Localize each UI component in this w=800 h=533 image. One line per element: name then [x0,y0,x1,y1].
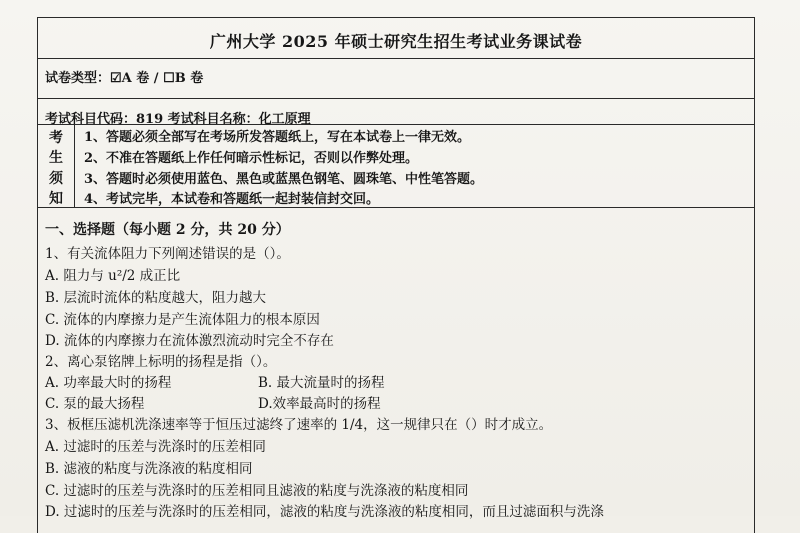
notice-label-column [38,125,75,207]
divider [38,98,754,99]
question-stem: 2、离心泵铭牌上标明的扬程是指（）。 [45,354,277,370]
notice-char: 考 [49,130,63,146]
option: C. 流体的内摩擦力是产生流体阻力的根本原因 [45,312,320,328]
notice-item: 1、答题必须全部写在考场所发答题纸上，写在本试卷上一律无效。 [84,130,471,145]
section-heading: 一、选择题（每小题 2 分，共 20 分） [45,222,290,238]
divider [38,58,754,59]
exam-title: 广州大学 2025 年硕士研究生招生考试业务课试卷 [209,32,583,51]
option: B. 层流时流体的粘度越大，阻力越大 [45,290,267,306]
question-stem: 3、板框压滤机洗涤速率等于恒压过滤终了速率的 1/4，这一规律只在（）时才成立。 [45,417,553,433]
divider [38,207,754,208]
option: B. 滤液的粘度与洗涤液的粘度相同 [45,461,253,477]
notice-char: 知 [49,191,63,207]
notice-item: 4、考试完毕，本试卷和答题纸一起封装信封交回。 [84,192,380,207]
option: D. 过滤时的压差与洗涤时的压差相同，滤液的粘度与洗涤液的粘度相同，而且过滤面积与洗涤 [45,504,604,520]
subject-line: 考试科目代码：819 考试科目名称：化工原理 [45,112,311,127]
notice-char: 须 [49,171,63,187]
option: C. 过滤时的压差与洗涤时的压差相同且滤液的粘度与洗涤液的粘度相同 [45,483,469,499]
option: A. 阻力与 u²/2 成正比 [45,268,181,284]
option: D.效率最高时的扬程 [258,396,381,412]
notice-item: 3、答题时必须使用蓝色、黑色或蓝黑色钢笔、圆珠笔、中性笔答题。 [84,172,484,187]
option: D. 流体的内摩擦力在流体激烈流动时完全不存在 [45,333,334,349]
question-stem: 1、有关流体阻力下列阐述错误的是（）。 [45,246,290,262]
notice-item: 2、不准在答题纸上作任何暗示性标记，否则以作弊处理。 [84,151,419,166]
option: A. 过滤时的压差与洗涤时的压差相同 [45,439,266,455]
option: C. 泵的最大扬程 [45,396,145,412]
notice-char: 生 [49,150,63,166]
exam-frame [37,17,755,533]
divider [38,124,754,125]
option: B. 最大流量时的扬程 [258,375,385,391]
option: A. 功率最大时的扬程 [45,375,172,391]
paper-type: 试卷类型：☑A 卷 / ☐B 卷 [45,71,204,86]
